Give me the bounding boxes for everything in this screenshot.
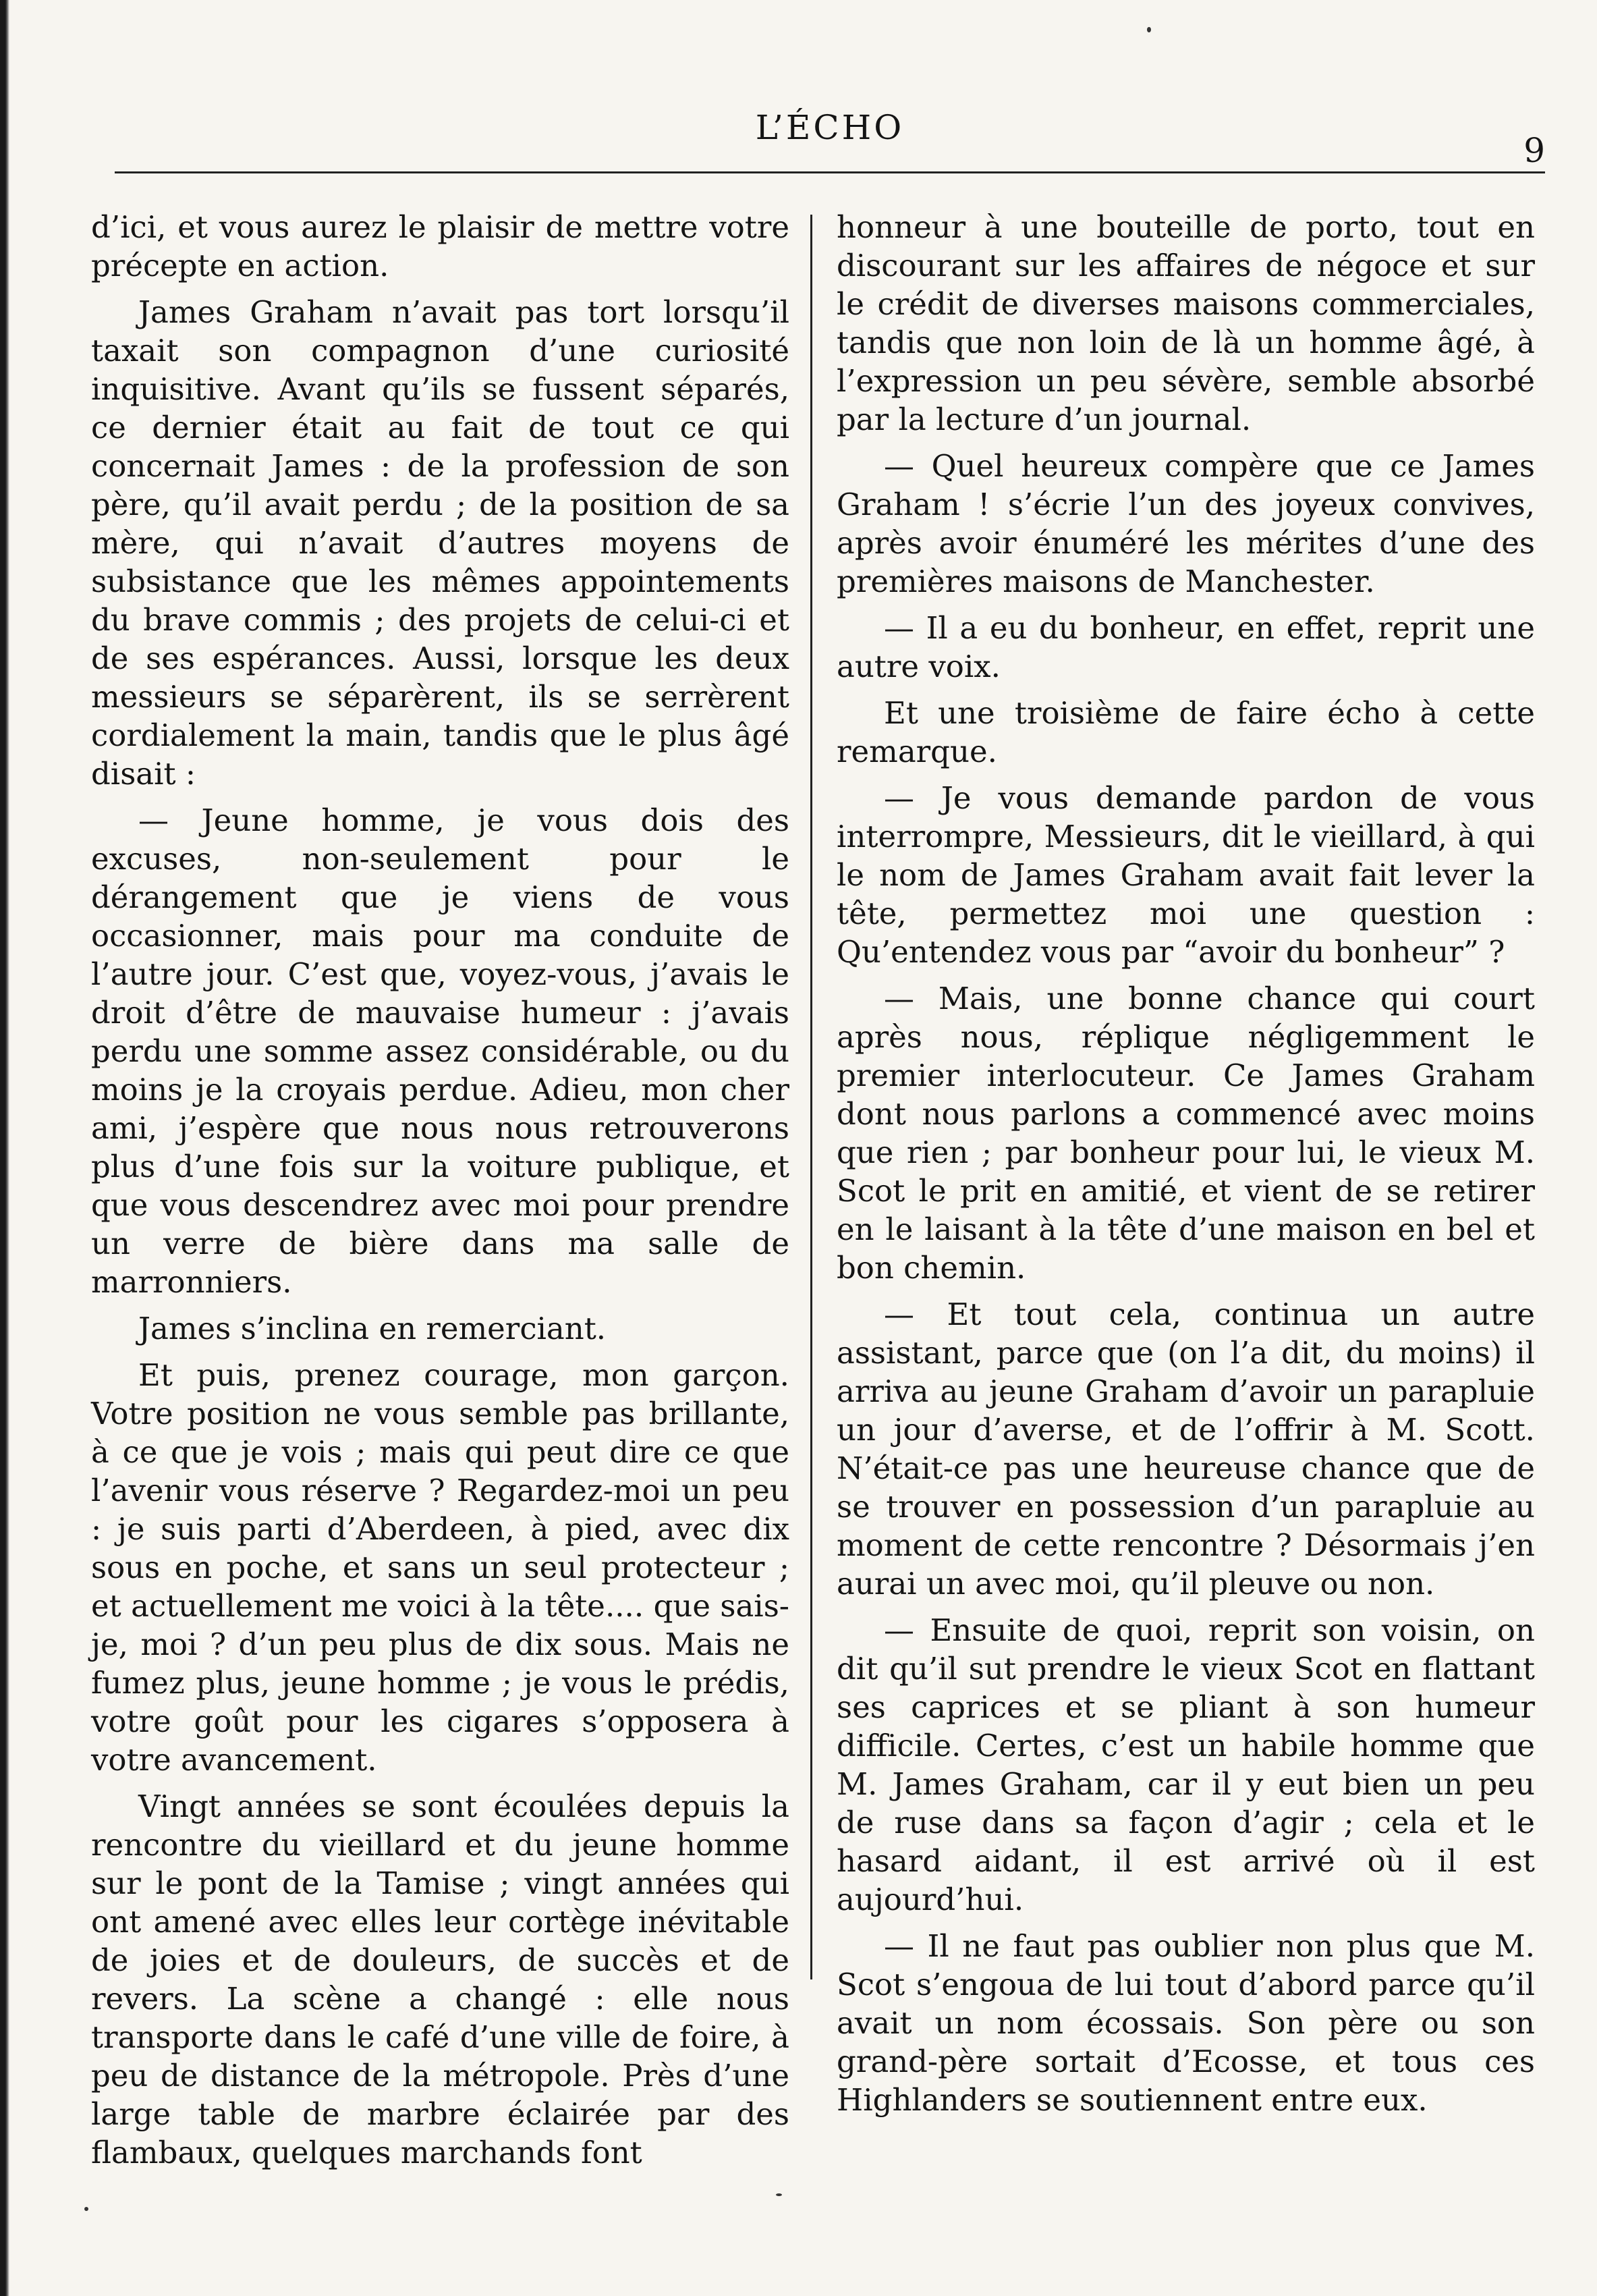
header-rule: [115, 171, 1545, 173]
paragraph: — Ensuite de quoi, reprit son voisin, on dit qu’il sut prendre le vieux Scot en flattant ses caprices et se pliant à son humeur difficile. Certes, c’est un habile homme que M. James Graham, car il y eut bien un peu de ruse dans sa façon d’agir ; cela et le hasard aidant, il est arrivé où il est aujourd’hui.: [837, 1612, 1535, 1917]
paragraph: Et puis, prenez courage, mon garçon. Votre position ne vous semble pas brillante, à ce que je vois ; mais qui peut dire ce que l’avenir vous réserve ? Regardez-moi un peu : je suis parti d’Aberdeen, à pied, avec dix sous en poche, et sans un seul protecteur ; et actuellement me voici à la tête.... que sais-je, moi ? d’un peu plus de dix sous. Mais ne fumez plus, jeune homme ; je vous le prédis, votre goût pour les cigares s’opposera à votre avancement.: [91, 1357, 789, 1778]
page-header: [115, 108, 1545, 169]
paragraph: honneur à une bouteille de porto, tout en discourant sur les affaires de négoce et sur le crédit de diverses maisons commerciales, tandis que non loin de là un homme âgé, à l’expression un peu sévère, semble absorbé par la lecture d’un journal.: [837, 209, 1535, 437]
paragraph: — Et tout cela, continua un autre assistant, parce que (on l’a dit, du moins) il arriva au jeune Graham d’avoir un parapluie un jour d’averse, et de l’offrir à M. Scott. N’était-ce pas une heureuse chance que de se trouver en possession d’un parapluie au moment de cette rencontre ? Désormais j’en aurai un avec moi, qu’il pleuve ou non.: [837, 1296, 1535, 1602]
paragraph: Vingt années se sont écoulées depuis la rencontre du vieillard et du jeune homme sur le pont de la Tamise ; vingt années qui ont amené avec elles leur cortège inévitable de joies et de douleurs, de succès et de revers. La scène a changé : elle nous transporte dans le café d’une ville de foire, à peu de distance de la métropole. Près d’une large table de marbre éclairée par des flambaux, quelques marchands font: [91, 1788, 789, 2170]
right-column: [837, 208, 1535, 2127]
paragraph: — Il a eu du bonheur, en effet, reprit une autre voix.: [837, 610, 1535, 684]
paragraph: Et une troisième de faire écho à cette remarque.: [837, 695, 1535, 769]
page-number: 9: [1523, 131, 1545, 170]
paragraph: — Il ne faut pas oublier non plus que M. Scot s’engoua de lui tout d’abord parce qu’il avait un nom écossais. Son père ou son grand-père sortait d’Ecosse, et tous ces Highlanders se soutiennent entre eux.: [837, 1928, 1535, 2118]
paragraph: James Graham n’avait pas tort lorsqu’il taxait son compagnon d’une curiosité inquisitive. Avant qu’ils se fussent séparés, ce dernier était au fait de tout ce qui concernait James : de la profession de son père, qu’il avait perdu ; de la position de sa mère, qui n’avait d’autres moyens de subsistance que les mêmes appointements du brave commis ; des projets de celui-ci et de ses espérances. Aussi, lorsque les deux messieurs se séparèrent, ils se serrèrent cordialement la main, tandis que le plus âgé disait :: [91, 294, 789, 792]
paragraph: — Je vous demande pardon de vous interrompre, Messieurs, dit le vieillard, à qui le nom de James Graham avait fait lever la tête, permettez moi une question : Qu’entendez vous par “avoir du bonheur” ?: [837, 780, 1535, 970]
left-column: [91, 208, 789, 2180]
paragraph: d’ici, et vous aurez le plaisir de mettre votre précepte en action.: [91, 209, 789, 283]
ink-speck: [776, 2193, 782, 2196]
paragraph: James s’inclina en remerciant.: [138, 1311, 607, 1346]
binding-edge: [0, 0, 9, 2296]
paragraph: — Mais, une bonne chance qui court après nous, réplique négligemment le premier interlocuteur. Ce James Graham dont nous parlons a commencé avec moins que rien ; par bonheur pour lui, le vieux M. Scot le prit en amitié, et vient de se retirer en le laisant à la tête d’une maison en bel et bon chemin.: [837, 981, 1535, 1286]
ink-speck: [84, 2207, 88, 2211]
paragraph: — Jeune homme, je vous dois des excuses, non-seulement pour le dérangement que je viens de vous occasionner, mais pour ma conduite de l’autre jour. C’est que, voyez-vous, j’avais le droit d’être de mauvaise humeur : j’avais perdu une somme assez considérable, ou du moins je la croyais perdue. Adieu, mon cher ami, j’espère que nous nous retrouverons plus d’une fois sur la voiture publique, et que vous descendrez avec moi pour prendre un verre de bière dans ma salle de marronniers.: [91, 802, 789, 1300]
running-title: L’ÉCHO: [755, 108, 905, 147]
ink-speck: [1147, 27, 1151, 32]
column-divider: [810, 215, 812, 1979]
paragraph: — Quel heureux compère que ce James Graham ! s’écrie l’un des joyeux convives, après avoir énuméré les mérites d’une des premières maisons de Manchester.: [837, 448, 1535, 599]
